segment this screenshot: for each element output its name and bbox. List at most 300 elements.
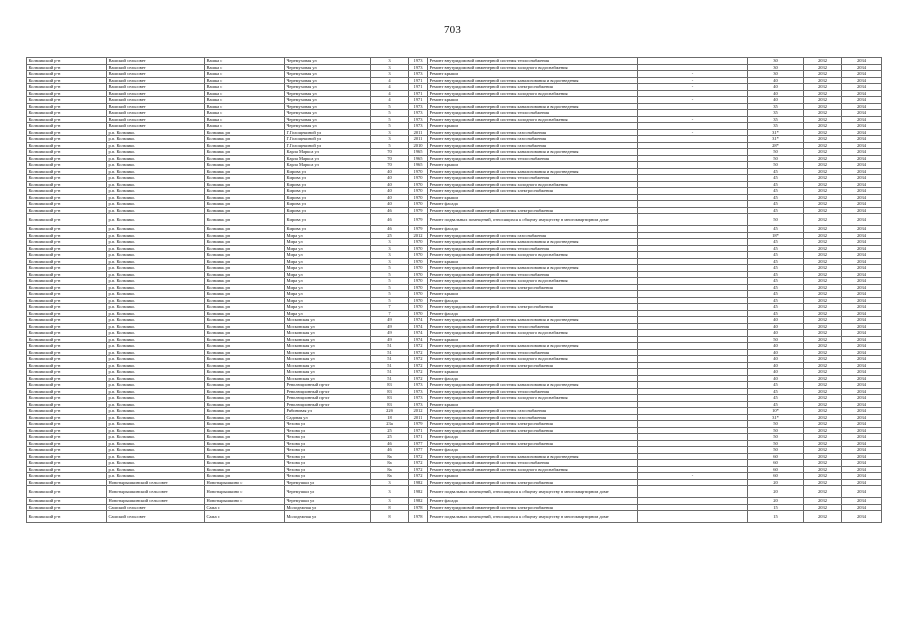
house-number-cell: 3 (371, 498, 409, 505)
end-year-cell: 2034 (842, 110, 882, 117)
end-year-cell: 2034 (842, 310, 882, 317)
work-type-cell: Ремонт внутридомовой инженерной системы канализования и водоотведения (428, 77, 638, 84)
street-cell: Черемуховая ул (285, 110, 371, 117)
start-year-cell: 2032 (804, 466, 842, 473)
cost-cell: 50 (748, 427, 804, 434)
table-row (27, 511, 882, 523)
start-year-cell: 2032 (804, 453, 842, 460)
start-year-cell: 2032 (804, 323, 842, 330)
start-year-cell: 2032 (804, 149, 842, 156)
settlement-cell: Вашка с (205, 110, 285, 117)
house-number-cell: 83 (371, 388, 409, 395)
start-year-cell: 2032 (804, 252, 842, 259)
cost-cell: 40 (748, 349, 804, 356)
work-type-cell: Ремонт внутридомовой инженерной системы теплоснабжения (428, 388, 638, 395)
end-year-cell: 2034 (842, 232, 882, 239)
municipality-cell: р.п. Кольчикь (107, 330, 205, 337)
cost-cell: 50 (748, 162, 804, 169)
municipality-cell: р.п. Кольчикь (107, 434, 205, 441)
year-cell: 1973 (409, 382, 428, 389)
start-year-cell: 2032 (804, 258, 842, 265)
municipality-cell: р.п. Кольчикь (107, 245, 205, 252)
work-type-cell: Ремонт внутридомовой инженерной системы холодного водоснабжения (428, 395, 638, 402)
settlement-cell: Кольчикь рп (205, 401, 285, 408)
municipality-cell: р.п. Кольчикь (107, 278, 205, 285)
street-cell: Московская ул (285, 330, 371, 337)
municipality-cell: р.п. Кольчикь (107, 284, 205, 291)
cost-cell: 45 (748, 181, 804, 188)
settlement-cell: Кольчикь рп (205, 232, 285, 239)
municipality-cell: Новотырышкинский сельсовет (107, 486, 205, 498)
street-cell: Г.Голощекиной ул (285, 129, 371, 136)
house-number-cell: 70 (371, 155, 409, 162)
municipality-cell: Сашский сельсовет (107, 504, 205, 511)
year-cell: 1970 (409, 265, 428, 272)
house-number-cell: 3 (371, 486, 409, 498)
street-cell: Чехова ул (285, 427, 371, 434)
cost-cell: 45 (748, 258, 804, 265)
work-type-cell: Ремонт внутридомовой инженерной системы газоснабжения (428, 136, 638, 143)
year-cell: 1970 (409, 188, 428, 195)
street-cell: Черемуховая ул (285, 90, 371, 97)
settlement-cell: Вашка с (205, 77, 285, 84)
cost-cell: 30 (748, 58, 804, 65)
municipality-cell: р.п. Кольчикь (107, 460, 205, 467)
year-cell: 1971 (409, 77, 428, 84)
end-year-cell: 2034 (842, 77, 882, 84)
street-cell: Кирова ул (285, 214, 371, 226)
settlement-cell: Вашка с (205, 84, 285, 91)
house-number-cell: 3 (371, 58, 409, 65)
settlement-cell: Кольчикь рп (205, 466, 285, 473)
street-cell: Кирова ул (285, 226, 371, 233)
house-number-cell: 49 (371, 336, 409, 343)
end-year-cell: 2034 (842, 323, 882, 330)
work-type-cell: Ремонт крыши (428, 71, 638, 78)
municipality-cell: р.п. Кольчикь (107, 258, 205, 265)
start-year-cell: 2032 (804, 479, 842, 486)
settlement-cell: Кольчикь рп (205, 239, 285, 246)
end-year-cell: 2034 (842, 504, 882, 511)
street-cell: Черемуховая ул (285, 123, 371, 130)
end-year-cell: 2034 (842, 278, 882, 285)
table (26, 57, 882, 523)
cost-cell: 35 (748, 123, 804, 130)
work-type-cell: Ремонт крыши (428, 162, 638, 169)
settlement-cell: Кольчикь рп (205, 304, 285, 311)
work-type-cell: Ремонт внутридомовой инженерной системы электроснабжения (428, 84, 638, 91)
cost-cell: 35 (748, 110, 804, 117)
end-year-cell: 2034 (842, 123, 882, 130)
municipality-cell: р.п. Кольчикь (107, 162, 205, 169)
year-cell: 1973 (409, 401, 428, 408)
settlement-cell: Кольчикь рп (205, 427, 285, 434)
street-cell: Г.Голощекиной ул (285, 136, 371, 143)
end-year-cell: 2034 (842, 58, 882, 65)
start-year-cell: 2032 (804, 362, 842, 369)
cost-cell: 45 (748, 245, 804, 252)
street-cell: Кирова ул (285, 188, 371, 195)
year-cell: 1970 (409, 278, 428, 285)
year-cell: 1970 (409, 304, 428, 311)
start-year-cell: 2032 (804, 90, 842, 97)
year-cell: 1970 (409, 245, 428, 252)
year-cell: 1971 (409, 97, 428, 104)
end-year-cell: 2034 (842, 90, 882, 97)
year-cell: 1979 (409, 226, 428, 233)
municipality-cell: р.п. Кольчикь (107, 447, 205, 454)
work-type-cell: Ремонт внутридомовой инженерной системы канализования и водоотведения (428, 265, 638, 272)
municipality-cell: Вашский сельсовет (107, 58, 205, 65)
street-cell: Молодежная ул (285, 504, 371, 511)
year-cell: 1982 (409, 486, 428, 498)
year-cell: 1977 (409, 440, 428, 447)
municipality-cell: р.п. Кольчикь (107, 336, 205, 343)
municipality-cell: Вашский сельсовет (107, 103, 205, 110)
district-cell: Кольчикский р-н (27, 116, 107, 123)
cost-cell: 40 (748, 362, 804, 369)
end-year-cell: 2034 (842, 291, 882, 298)
cost-cell: 50 (748, 336, 804, 343)
house-number-cell: 40 (371, 181, 409, 188)
settlement-cell: Кольчикь рп (205, 414, 285, 421)
cost-cell: 45 (748, 388, 804, 395)
end-year-cell: 2034 (842, 375, 882, 382)
end-year-cell: 2034 (842, 434, 882, 441)
start-year-cell: 2032 (804, 226, 842, 233)
work-type-cell: Ремонт фасада (428, 447, 638, 454)
settlement-cell: Кольчикь рп (205, 343, 285, 350)
cost-cell: 35 (748, 116, 804, 123)
cost-cell: 45 (748, 188, 804, 195)
settlement-cell: Кольчикь рп (205, 408, 285, 415)
start-year-cell: 2032 (804, 278, 842, 285)
house-number-cell: 5 (371, 116, 409, 123)
street-cell: Черемуховая ул (285, 97, 371, 104)
start-year-cell: 2032 (804, 460, 842, 467)
year-cell: 1972 (409, 460, 428, 467)
work-type-cell: Ремонт внутридомовой инженерной системы электроснабжения (428, 427, 638, 434)
cost-cell: 15 (748, 504, 804, 511)
year-cell: 1965 (409, 149, 428, 156)
district-cell: Кольчикский р-н (27, 447, 107, 454)
work-type-cell: Ремонт внутридомовой инженерной системы электроснабжения (428, 207, 638, 214)
street-cell: Карла Маркса ул (285, 162, 371, 169)
district-cell: Кольчикский р-н (27, 486, 107, 498)
year-cell: 2011 (409, 136, 428, 143)
year-cell: 1982 (409, 479, 428, 486)
work-type-cell: Ремонт внутридомовой инженерной системы теплоснабжения (428, 175, 638, 182)
dash-cell (638, 486, 748, 498)
settlement-cell: Кольчикь рп (205, 265, 285, 272)
cost-cell: 60 (748, 473, 804, 480)
street-cell: Чехова ул (285, 453, 371, 460)
municipality-cell: р.п. Кольчикь (107, 214, 205, 226)
cost-cell: 18* (748, 232, 804, 239)
street-cell: Чехова ул (285, 460, 371, 467)
municipality-cell: р.п. Кольчикь (107, 207, 205, 214)
settlement-cell: Кольчикь рп (205, 330, 285, 337)
cost-cell: 50 (748, 434, 804, 441)
dash-cell: - (638, 97, 748, 104)
street-cell: Молодежная ул (285, 511, 371, 523)
cost-cell: 31* (748, 136, 804, 143)
house-number-cell: 46 (371, 447, 409, 454)
district-cell: Кольчикский р-н (27, 103, 107, 110)
municipality-cell: р.п. Кольчикь (107, 297, 205, 304)
year-cell: 1972 (409, 356, 428, 363)
settlement-cell: Кольчикь рп (205, 245, 285, 252)
house-number-cell: 5 (371, 271, 409, 278)
start-year-cell: 2032 (804, 116, 842, 123)
end-year-cell: 2034 (842, 304, 882, 311)
start-year-cell: 2032 (804, 291, 842, 298)
cost-cell: 45 (748, 239, 804, 246)
year-cell: 1973 (409, 71, 428, 78)
year-cell: 1972 (409, 343, 428, 350)
district-cell: Кольчикский р-н (27, 136, 107, 143)
year-cell: 1972 (409, 362, 428, 369)
district-cell: Кольчикский р-н (27, 356, 107, 363)
settlement-cell: Вашка с (205, 97, 285, 104)
year-cell: 1970 (409, 284, 428, 291)
start-year-cell: 2032 (804, 498, 842, 505)
district-cell: Кольчикский р-н (27, 408, 107, 415)
end-year-cell: 2034 (842, 162, 882, 169)
end-year-cell: 2034 (842, 440, 882, 447)
house-number-cell: 70 (371, 149, 409, 156)
district-cell: Кольчикский р-н (27, 129, 107, 136)
house-number-cell: 40 (371, 188, 409, 195)
end-year-cell: 2034 (842, 401, 882, 408)
cost-cell: 45 (748, 252, 804, 259)
district-cell: Кольчикский р-н (27, 168, 107, 175)
cost-cell: 31* (748, 129, 804, 136)
district-cell: Кольчикский р-н (27, 58, 107, 65)
municipality-cell: р.п. Кольчикь (107, 473, 205, 480)
cost-cell: 40 (748, 323, 804, 330)
settlement-cell: Кольчикь рп (205, 369, 285, 376)
district-cell: Кольчикский р-н (27, 460, 107, 467)
work-type-cell: Ремонт фасада (428, 375, 638, 382)
start-year-cell: 2032 (804, 388, 842, 395)
cost-cell: 40 (748, 77, 804, 84)
start-year-cell: 2032 (804, 142, 842, 149)
settlement-cell: Кольчикь рп (205, 284, 285, 291)
street-cell: Московская ул (285, 317, 371, 324)
street-cell: Мира ул (285, 297, 371, 304)
settlement-cell: Кольчикь рп (205, 460, 285, 467)
district-cell: Кольчикский р-н (27, 466, 107, 473)
district-cell: Кольчикский р-н (27, 194, 107, 201)
start-year-cell: 2032 (804, 349, 842, 356)
street-cell: Садовая ул (285, 414, 371, 421)
start-year-cell: 2032 (804, 382, 842, 389)
street-cell: Черемуховая ул (285, 103, 371, 110)
work-type-cell: Ремонт внутридомовой инженерной системы газоснабжения (428, 129, 638, 136)
work-type-cell: Ремонт внутридомовой инженерной системы теплоснабжения (428, 271, 638, 278)
end-year-cell: 2034 (842, 447, 882, 454)
house-number-cell: 8а (371, 460, 409, 467)
street-cell: Мира ул (285, 310, 371, 317)
house-number-cell: 8а (371, 473, 409, 480)
settlement-cell: Кольчикь рп (205, 336, 285, 343)
street-cell: Мира ул (285, 271, 371, 278)
cost-cell: 45 (748, 291, 804, 298)
house-number-cell: 3 (371, 252, 409, 259)
start-year-cell: 2032 (804, 284, 842, 291)
end-year-cell: 2034 (842, 149, 882, 156)
settlement-cell: Кольчикь рп (205, 271, 285, 278)
work-type-cell: Ремонт внутридомовой инженерной системы холодного водоснабжения (428, 90, 638, 97)
street-cell: Кирова ул (285, 201, 371, 208)
start-year-cell: 2032 (804, 447, 842, 454)
year-cell: 1972 (409, 349, 428, 356)
start-year-cell: 2032 (804, 84, 842, 91)
work-type-cell: Ремонт внутридомовой инженерной системы канализования и водоотведения (428, 168, 638, 175)
house-number-cell: 3 (371, 129, 409, 136)
settlement-cell: Вашка с (205, 71, 285, 78)
start-year-cell: 2032 (804, 297, 842, 304)
settlement-cell: Кольчикь рп (205, 201, 285, 208)
start-year-cell: 2032 (804, 245, 842, 252)
municipality-cell: р.п. Кольчикь (107, 401, 205, 408)
street-cell: Кирова ул (285, 168, 371, 175)
district-cell: Кольчикский р-н (27, 110, 107, 117)
street-cell: Мира ул (285, 232, 371, 239)
start-year-cell: 2032 (804, 207, 842, 214)
work-type-cell: Ремонт внутридомовой инженерной системы электроснабжения (428, 504, 638, 511)
municipality-cell: р.п. Кольчикь (107, 323, 205, 330)
settlement-cell: Новотырышкино с (205, 479, 285, 486)
house-number-cell: 3 (371, 64, 409, 71)
start-year-cell: 2032 (804, 310, 842, 317)
table-row (27, 486, 882, 498)
work-type-cell: Ремонт крыши (428, 291, 638, 298)
end-year-cell: 2034 (842, 362, 882, 369)
cost-cell: 45 (748, 278, 804, 285)
year-cell: 1970 (409, 175, 428, 182)
house-number-cell: 51 (371, 375, 409, 382)
district-cell: Кольчикский р-н (27, 473, 107, 480)
settlement-cell: Кольчикь рп (205, 375, 285, 382)
municipality-cell: Новотырышкинский сельсовет (107, 479, 205, 486)
house-number-cell: 83 (371, 401, 409, 408)
district-cell: Кольчикский р-н (27, 304, 107, 311)
work-type-cell: Ремонт внутридомовой инженерной системы канализования и водоотведения (428, 317, 638, 324)
start-year-cell: 2032 (804, 504, 842, 511)
municipality-cell: р.п. Кольчикь (107, 466, 205, 473)
street-cell: Карла Маркса ул (285, 149, 371, 156)
district-cell: Кольчикский р-н (27, 504, 107, 511)
work-type-cell: Ремонт внутридомовой инженерной системы газоснабжения (428, 232, 638, 239)
district-cell: Кольчикский р-н (27, 421, 107, 428)
municipality-cell: р.п. Кольчикь (107, 421, 205, 428)
district-cell: Кольчикский р-н (27, 323, 107, 330)
street-cell: Чехова ул (285, 421, 371, 428)
street-cell: Московская ул (285, 349, 371, 356)
year-cell: 1973 (409, 116, 428, 123)
settlement-cell: Кольчикь рп (205, 388, 285, 395)
cost-cell: 50 (748, 447, 804, 454)
municipality-cell: р.п. Кольчикь (107, 440, 205, 447)
end-year-cell: 2034 (842, 258, 882, 265)
cost-cell: 40 (748, 97, 804, 104)
start-year-cell: 2032 (804, 188, 842, 195)
street-cell: Чехова ул (285, 466, 371, 473)
work-type-cell: Ремонт крыши (428, 258, 638, 265)
cost-cell: 40 (748, 369, 804, 376)
street-cell: Московская ул (285, 375, 371, 382)
municipality-cell: р.п. Кольчикь (107, 149, 205, 156)
end-year-cell: 2034 (842, 511, 882, 523)
cost-cell: 45 (748, 401, 804, 408)
cost-cell: 20 (748, 486, 804, 498)
district-cell: Кольчикский р-н (27, 369, 107, 376)
cost-cell: 40 (748, 90, 804, 97)
house-number-cell: 40 (371, 194, 409, 201)
cost-cell: 45 (748, 297, 804, 304)
house-number-cell: 83 (371, 395, 409, 402)
house-number-cell: 51 (371, 369, 409, 376)
house-number-cell: 5 (371, 284, 409, 291)
street-cell: Чехова ул (285, 440, 371, 447)
work-type-cell: Ремонт внутридомовой инженерной системы электроснабжения (428, 440, 638, 447)
municipality-cell: р.п. Кольчикь (107, 188, 205, 195)
year-cell: 1977 (409, 447, 428, 454)
cost-cell: 40 (748, 375, 804, 382)
work-type-cell: Ремонт внутридомовой инженерной системы теплоснабжения (428, 58, 638, 65)
street-cell: Черемуховая ул (285, 58, 371, 65)
house-number-cell: 5 (371, 110, 409, 117)
end-year-cell: 2034 (842, 369, 882, 376)
cost-cell: 45 (748, 175, 804, 182)
start-year-cell: 2032 (804, 214, 842, 226)
start-year-cell: 2032 (804, 369, 842, 376)
district-cell: Кольчикский р-н (27, 84, 107, 91)
municipality-cell: р.п. Кольчикь (107, 194, 205, 201)
street-cell: Мира ул (285, 239, 371, 246)
municipality-cell: р.п. Кольчикь (107, 382, 205, 389)
district-cell: Кольчикский р-н (27, 162, 107, 169)
house-number-cell: 25 (371, 427, 409, 434)
start-year-cell: 2032 (804, 356, 842, 363)
street-cell: Мира ул (285, 304, 371, 311)
municipality-cell: р.п. Кольчикь (107, 395, 205, 402)
work-type-cell: Ремонт фасада (428, 226, 638, 233)
street-cell: Черемушки ул (285, 498, 371, 505)
cost-cell: 50 (748, 155, 804, 162)
year-cell: 2012 (409, 232, 428, 239)
municipality-cell: Новотырышкинский сельсовет (107, 498, 205, 505)
settlement-cell: Кольчикь рп (205, 168, 285, 175)
street-cell: Кирова ул (285, 207, 371, 214)
house-number-cell: 49 (371, 330, 409, 337)
district-cell: Кольчикский р-н (27, 278, 107, 285)
cost-cell: 45 (748, 271, 804, 278)
district-cell: Кольчикский р-н (27, 64, 107, 71)
house-number-cell: 5 (371, 142, 409, 149)
district-cell: Кольчикский р-н (27, 265, 107, 272)
district-cell: Кольчикский р-н (27, 188, 107, 195)
end-year-cell: 2034 (842, 84, 882, 91)
start-year-cell: 2032 (804, 162, 842, 169)
municipality-cell: р.п. Кольчикь (107, 453, 205, 460)
house-number-cell: 46 (371, 214, 409, 226)
year-cell: 1970 (409, 310, 428, 317)
year-cell: 2010 (409, 142, 428, 149)
year-cell: 2011 (409, 414, 428, 421)
